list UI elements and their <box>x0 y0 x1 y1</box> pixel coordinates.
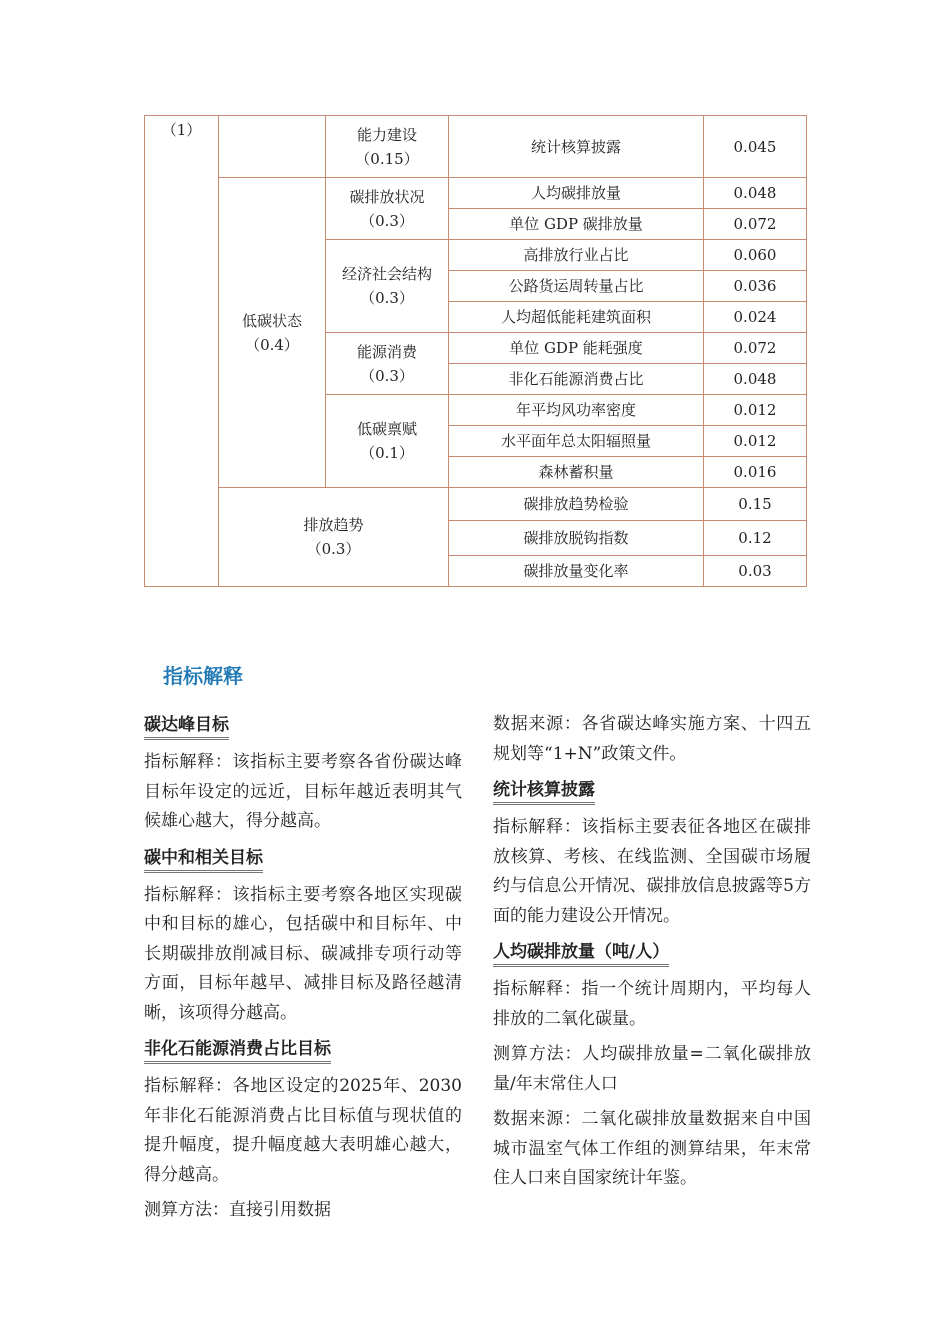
explanation-block <box>144 710 462 837</box>
right-column <box>493 710 811 1200</box>
indicator-cell: 高排放行业占比 <box>449 240 704 271</box>
score-cell: 0.045 <box>704 116 807 178</box>
indicator-cell: 人均超低能耗建筑面积 <box>449 302 704 333</box>
subcategory-name: 能力建设 <box>356 125 417 144</box>
indicator-cell: 单位 GDP 能耗强度 <box>449 333 704 364</box>
category-weight: （0.3） <box>306 540 361 558</box>
paragraph: 指标解释：该指标主要考察各省份碳达峰目标年设定的远近，目标年越近表明其气候雄心越大，得分越高。 <box>144 752 462 831</box>
indicator-cell: 统计核算披露 <box>449 116 704 178</box>
indicator-cell: 人均碳排放量 <box>449 178 704 209</box>
indicator-heading: 碳中和相关目标 <box>144 847 263 873</box>
indicator-heading: 人均碳排放量（吨/人） <box>493 941 669 967</box>
explanation-block <box>493 937 811 1194</box>
indicator-cell: 非化石能源消费占比 <box>449 364 704 395</box>
indicator-cell: 碳排放趋势检验 <box>449 488 704 521</box>
indicator-cell: 森林蓄积量 <box>449 457 704 488</box>
category-name: 排放趋势 <box>303 516 364 534</box>
score-cell: 0.048 <box>704 178 807 209</box>
row-index-cell: （1） <box>145 116 219 587</box>
subcategory-weight: （0.1） <box>360 444 414 462</box>
paragraph: 测算方法：人均碳排放量=二氧化碳排放量/年末常住人口 <box>493 1044 811 1094</box>
section-title: 指标解释 <box>163 664 243 688</box>
paragraph: 测算方法：直接引用数据 <box>144 1200 331 1220</box>
indicator-cell: 单位 GDP 碳排放量 <box>449 209 704 240</box>
subcategory-weight: （0.3） <box>360 289 414 307</box>
category-weight: （0.4） <box>245 335 299 354</box>
score-cell: 0.072 <box>704 209 807 240</box>
subcategory-name: 低碳禀赋 <box>356 420 417 438</box>
explanation-block <box>144 843 462 1029</box>
subcategory-name: 经济社会结构 <box>341 265 432 283</box>
paragraph: 指标解释：该指标主要考察各地区实现碳中和目标的雄心，包括碳中和目标年、中长期碳排放削减目标、碳减排专项行动等方面，目标年越早、减排目标及路径越清晰，该项得分越高。 <box>144 884 462 1023</box>
subcategory-weight: （0.3） <box>360 366 414 385</box>
indicator-cell: 年平均风功率密度 <box>449 395 704 426</box>
indicator-cell: 水平面年总太阳辐照量 <box>449 426 704 457</box>
score-cell: 0.060 <box>704 240 807 271</box>
score-cell: 0.072 <box>704 333 807 364</box>
empty-category-cell <box>219 116 326 178</box>
score-cell: 0.036 <box>704 271 807 302</box>
subcategory-name: 能源消费 <box>356 342 417 361</box>
indicator-cell: 碳排放量变化率 <box>449 556 704 587</box>
score-cell: 0.12 <box>704 521 807 556</box>
paragraph: 数据来源：各省碳达峰实施方案、十四五规划等“1+N”政策文件。 <box>493 714 811 764</box>
paragraph: 数据来源：二氧化碳排放量数据来自中国城市温室气体工作组的测算结果，年末常住人口来自国家统计年鉴。 <box>493 1109 811 1188</box>
subcategory-cell <box>326 116 449 178</box>
category-cell <box>219 488 449 587</box>
score-cell: 0.012 <box>704 426 807 457</box>
indicator-cell: 碳排放脱钩指数 <box>449 521 704 556</box>
indicator-cell: 公路货运周转量占比 <box>449 271 704 302</box>
indicator-heading: 非化石能源消费占比目标 <box>144 1038 331 1064</box>
subcategory-name: 碳排放状况 <box>349 187 425 206</box>
subcategory-cell <box>326 178 449 240</box>
score-cell: 0.048 <box>704 364 807 395</box>
score-cell: 0.016 <box>704 457 807 488</box>
indicator-heading: 碳达峰目标 <box>144 714 229 740</box>
score-cell: 0.024 <box>704 302 807 333</box>
score-cell: 0.03 <box>704 556 807 587</box>
indicator-heading: 统计核算披露 <box>493 779 595 805</box>
score-cell: 0.15 <box>704 488 807 521</box>
explanation-block <box>144 1034 462 1226</box>
subcategory-weight: （0.15） <box>355 149 419 168</box>
subcategory-cell <box>326 395 449 488</box>
paragraph: 指标解释：各地区设定的2025年、2030年非化石能源消费占比目标值与现状值的提升幅度，提升幅度越大表明雄心越大，得分越高。 <box>144 1076 462 1185</box>
indicator-weight-table <box>144 115 807 587</box>
category-cell <box>219 178 326 488</box>
explanation-block <box>493 775 811 931</box>
left-column <box>144 710 462 1232</box>
score-cell: 0.012 <box>704 395 807 426</box>
paragraph: 指标解释：该指标主要表征各地区在碳排放核算、考核、在线监测、全国碳市场履约与信息公开情况、碳排放信息披露等5方面的能力建设公开情况。 <box>493 817 811 926</box>
category-name: 低碳状态 <box>241 311 302 330</box>
subcategory-weight: （0.3） <box>360 211 414 230</box>
paragraph: 指标解释：指一个统计周期内，平均每人排放的二氧化碳量。 <box>493 979 811 1029</box>
subcategory-cell <box>326 240 449 333</box>
subcategory-cell <box>326 333 449 395</box>
